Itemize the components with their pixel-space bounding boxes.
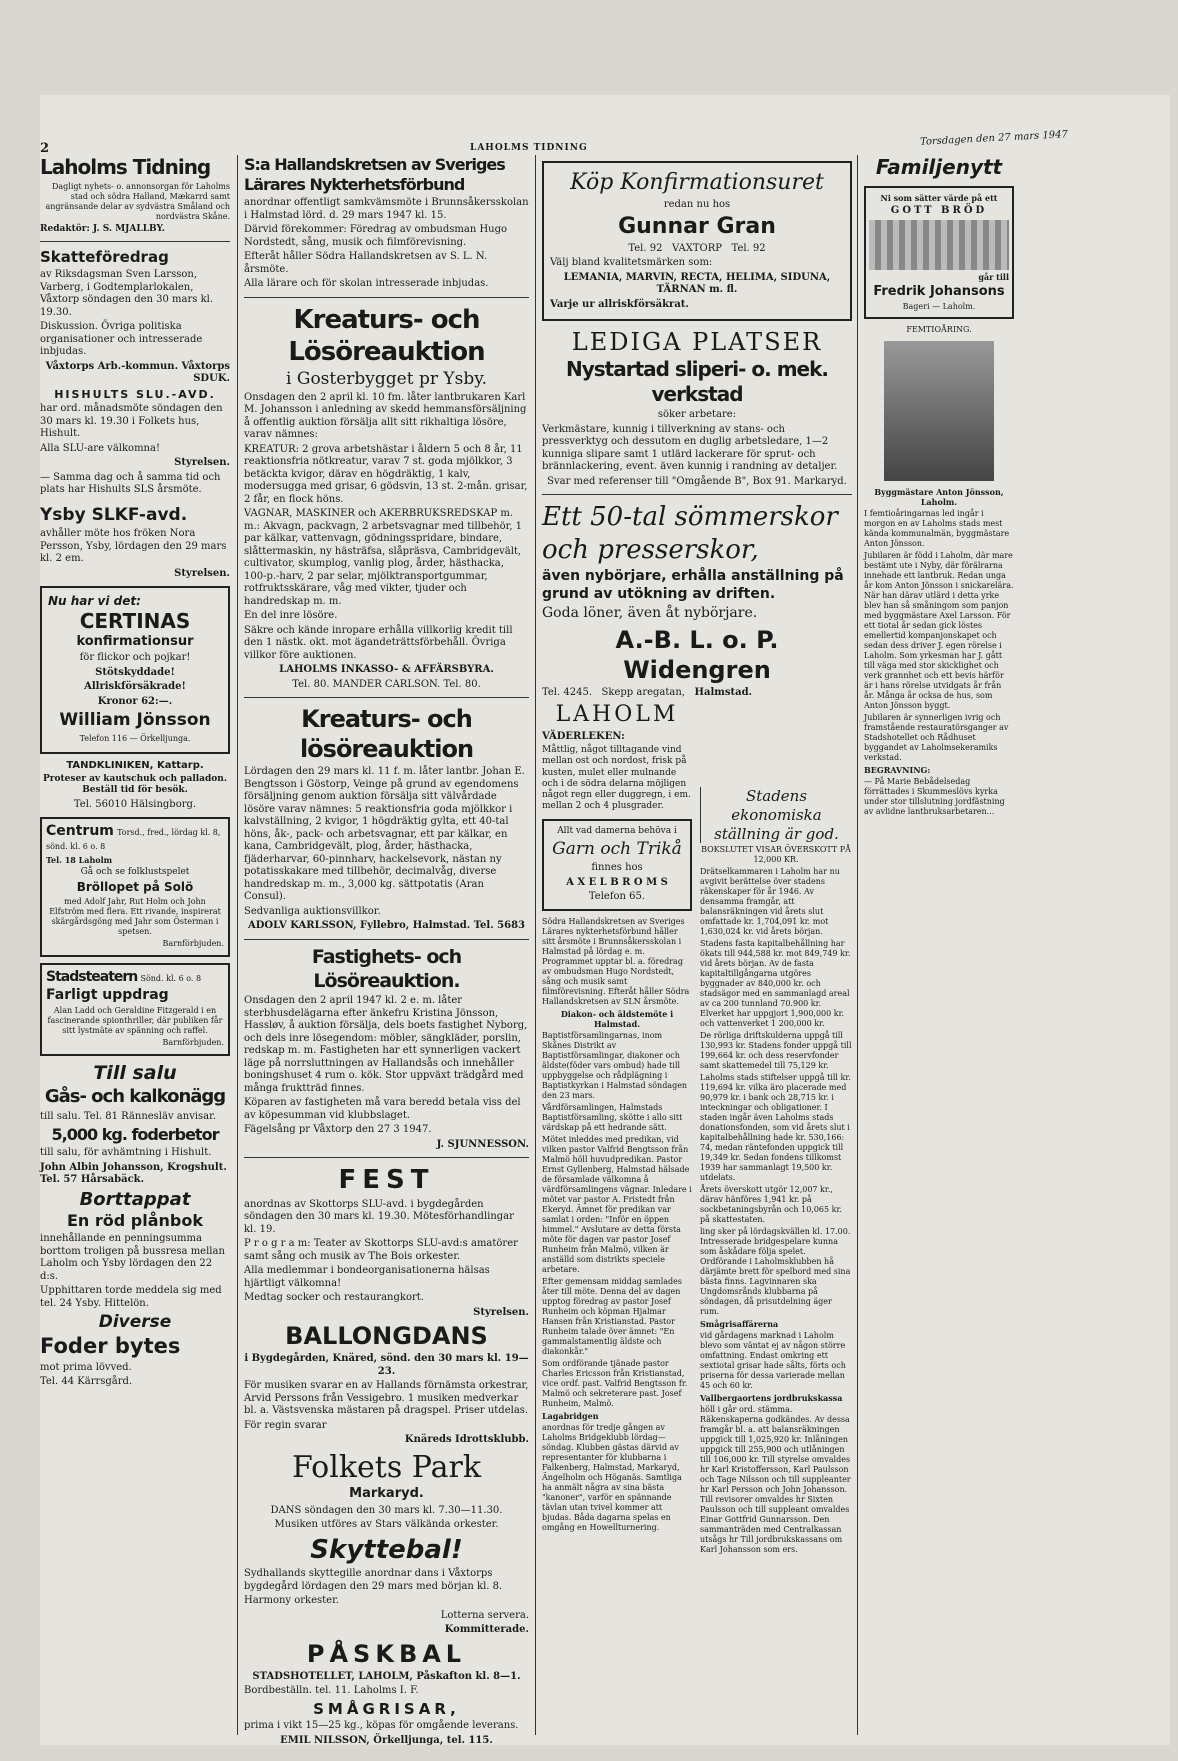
plan-text: innehållande en penningsumma borttom troligen på bussresa mellan Laholm och Ysby lördagen den 22 d:s.	[40, 1233, 225, 1282]
sod-text: Södra Hallandskretsen av Sveriges Lärares nykterhetsförbund håller sitt årsmöte i Brunnsåkersskolan i Halmstad på lördag e. m. Programmet upptar bl. a. föredrag av ombudsman Hugo Nordstedt, sång och musik samt filmförevisning. Efteråt håller Södra Hallandskretsen av SLN årsmöte.	[542, 916, 690, 1006]
kr1-sig: LAHOLMS INKASSO- & AFFÄRSBYRA.	[279, 664, 494, 676]
kr1-text3: VAGNAR, MASKINER och AKERBRUKSREDSKAP m. m.: Akvagn, packvagn, 2 arbetsvagnar med tillbehör, 1 par kälkar, vattenvagn, gödningsspridare, bindare, slåttermaskin, ny hästräfsa, slåpräsva, Cambridgevält, cultivator, skumplog, vanlig plog, årder, hästhacka, 100-p.-harv, 2 par selar, mjölktransportgummar, rotfruktsskärare, våg med vikter, tjuder och handredskap m. m.	[244, 508, 523, 607]
kr1-text: Onsdagen den 2 april kl. 10 fm. låter lantbrukaren Karl M. Johansson i anledning av skedd hemmansförsäljning å offentlig auktion försälja allt sitt rikhaltiga lösöre, varav nämnes:	[244, 391, 527, 441]
skatt-text: av Riksdagsman Sven Larsson, Varberg, i Godtemplarlokalen, Våxtorp söndagen den 30 mars kl. 19.30.	[40, 269, 214, 318]
eco-text4: Laholms stads stiftelser uppgå till kr. 119,694 kr. vilka äro placerade med 90,979 kr. i bank och 28,715 kr. i inteckningar och obligationer. I staden ingår även Laholms stads donationsfonden, som vid årets slut i kapitalbehållning hade kr. 530,166: 74, medan räntefonden uppgick till 19,349 kr. Sedan fondens tillkomst 1939 har sammanlagt 19,500 kr. utdelats.	[700, 1073, 851, 1183]
kr2-title: Kreaturs- och lösöreauktion	[299, 705, 474, 764]
cert-price: Kronor 62:—.	[97, 695, 173, 707]
gas-text: till salu. Tel. 81 Rännesläv anvisar.	[40, 1110, 216, 1122]
centrum-times: Torsd., fred., lördag kl. 8, sönd. kl. 6 o. 8	[46, 828, 221, 851]
stads-age: Barnförbjuden.	[162, 1038, 224, 1048]
konf-place: VAXTORP	[671, 242, 722, 254]
lar-text4: Alla lärare och för skolan intresserade inbjudas.	[244, 278, 489, 289]
eco-text5: Årets överskott utgör 12,007 kr., därav hänföres 1,941 kr. på sockbetaningsbyrån och 10,065 kr. på skattestaten.	[700, 1185, 842, 1225]
konf-text2: Välj bland kvalitetsmärken som:	[550, 257, 713, 268]
garn-tel: Telefon 65.	[588, 891, 646, 902]
tand-title: TANDKLINIKEN, Kattarp.	[66, 759, 204, 771]
smag-title: Smågrisaffärerna	[700, 1319, 779, 1330]
ett-city: Halmstad.	[694, 686, 753, 698]
plan-text2: Upphittaren torde meddela sig med tel. 24 Ysby. Hittelön.	[40, 1285, 222, 1309]
pask-text2: Bordbeställn. tel. 11. Laholms I. F.	[244, 1685, 419, 1696]
gott: GOTT BRÖD	[890, 205, 988, 216]
bio2: Jubilaren är född i Laholm, där mare bestämt ute i Nyby, där förälrarna innehade ett lantbruk. Redan unga år kom Anton Jönsson i snickarelära. När han därav utlärd i detta yrke blev han så småningom som panjon med byggmästare Axel Larsson. För ett tiotal år sedan gick löstes emellertid kompanjonskapet och sedan dess driver J. egen rörelse i Laholm. Som yrkesman har J. gått till väga med stor skicklighet och verk grannhet och ett bevis härför är i hans rörelse utvidgats år från år. Många år ocksa de hus, som Anton Jönsson byggt.	[864, 550, 1014, 710]
gar: går till	[978, 271, 1009, 282]
plan-title: En röd plånbok	[66, 1211, 203, 1230]
skatt-sig: Våxtorps Arb.-kommun. Våxtorps SDUK.	[45, 360, 230, 384]
fred-name: Fredrik Johansons	[873, 283, 1005, 299]
diak-text: Baptistförsamlingarnas, inom Skånes Distrikt av Baptistförsamlingar, diakoner och äldste(föder vars ombud) hade till uppbyggelse och rådplägning i Baptistkyrkan i Halmstad söndagen den 23 mars.	[542, 1030, 688, 1100]
foder-sig: John Albin Johansson, Krogshult. Tel. 57 Hårsabäck.	[40, 1161, 227, 1185]
column-3	[542, 155, 852, 1555]
konf-tel2: Tel. 92	[731, 242, 766, 254]
ett-text: även nybörjare, erhålla anställning på grund av utökning av driften.	[542, 568, 844, 602]
garn-name: A X E L B R O M S	[566, 876, 668, 888]
fp-text2: Musiken utföres av Stars välkända orkester.	[274, 1519, 499, 1530]
hishult-text3: — Samma dag och å samma tid och plats har Hishults SLS årsmöte.	[40, 471, 221, 496]
lar-text: anordnar offentligt samkvämsmöte i Brunnsåkersskolan i Halmstad lörd. d. 29 mars 1947 kl. 15.	[244, 197, 529, 221]
nys-text2: Verkmästare, kunnig i tillverkning av stans- och pressverktyg och dessutom en duglig arbetsledare, 1—2 kunniga slipare samt 1 utlärd lackerare för sprut- och brännlackering, event. även kunnig i randning av detaljer.	[542, 423, 838, 472]
fod-title: Foder bytes	[40, 1334, 181, 1359]
fest-text: anordnas av Skottorps SLU-avd. i bygdegården söndagen den 30 mars kl. 19.30. Mötesförhandlingar kl. 19.	[244, 1198, 514, 1235]
garn-text: finnes hos	[591, 862, 643, 873]
column-rule	[857, 155, 858, 1735]
bread-illustration	[869, 220, 1009, 270]
ett-title2: och presserskor,	[542, 534, 759, 565]
sky-text: Sydhallands skyttegille anordnar dans i Våxtorps bygdegård lördagen den 29 mars med början kl. 8.	[244, 1568, 503, 1592]
kr1-text2: KREATUR: 2 grova arbetshästar i åldern 5 och 8 år, 11 reaktionsfria nötkreatur, varav 7 st. goda mjölkkor, 3 betäckta kvigor, därav en högdräktig, 1 kalv, modersugga med grisar, 6 gödsvin, 13 st. 2-mån. grisar, 2 får, en flock höns.	[244, 443, 528, 505]
allt-text: Allt vad damerna behöva i	[557, 825, 677, 836]
garn-title: Garn och Trikå	[552, 838, 682, 859]
fest-title: FEST	[338, 1165, 435, 1196]
nys-text3: Svar med referenser till "Omgående B", Box 91. Markaryd.	[547, 475, 847, 487]
diak-text4: Efter gemensam middag samlades åter till möte. Denna del av dagen upptog föredrag av pastor Josef Runheim och köpman Hjalmar Hansen från Kristianstad. Pastor Runheim talade över ämnet: "En gammalstamentlig äldste och diakonkår."	[542, 1276, 683, 1356]
centrum-text: Gå och se folklustspelet	[80, 867, 190, 877]
stads-times: Sönd. kl. 6 o. 8	[140, 974, 202, 984]
ysby-title: Ysby SLKF-avd.	[40, 504, 188, 525]
masthead-text: Dagligt nyhets- o. annonsorgan för Laholms stad och södra Halland, Mækarrd samt angränsande delar av sydvästra Småland och nordvästra Skåne.	[45, 182, 230, 221]
column-5	[864, 155, 1014, 819]
portrait-photo	[884, 341, 994, 481]
issue-date: Torsdagen den 27 mars 1947	[919, 129, 1069, 148]
lar-title: S:a Hallandskretsen av Sveriges Lärares Nykterhetsförbund	[244, 155, 505, 194]
fp-place: Markaryd.	[349, 1486, 424, 1502]
stads-film: Farligt uppdrag	[46, 986, 169, 1003]
sky-title: Skyttebal!	[310, 1534, 463, 1565]
foder-title: 5,000 kg. foderbetor	[51, 1125, 219, 1144]
centrum-tel: Tel. 18 Laholm	[46, 855, 113, 865]
nys-text: söker arbetare:	[657, 409, 737, 420]
wj-tel: Telefon 116 — Örkelljunga.	[79, 733, 191, 743]
column-1	[40, 155, 230, 1391]
fp-text: DANS söndagen den 30 mars kl. 7.30—11.30.	[270, 1504, 503, 1516]
newspaper-page	[40, 95, 1170, 1745]
kr2-text: Lördagen den 29 mars kl. 11 f. m. låter lantbr. Johan E. Bengtsson i Göstorp, Veinge på grund av egendomens försäljning genom auktion försälja sitt välvårdade lösöre varav nämnes: 5 reaktionsfria goda mjölkkor i kalvställning, 2 kvigor, 1 högdräktig gylta, ett 40-tal höns, åk-, pack- och arbetsvagnar, ett par kälkar, en kana, Cambridgevält, plog, årder, hästhacka, fjäderharvar, 60-pinnharv, hackelsevork, nästan ny potatisskakare med tillbehör, decimalvåg, diverse handredskap m. m., 3,000 kg. sättpotatis (Aran Consul).	[244, 766, 525, 903]
fest-text3: Alla medlemmar i bondeorganisationerna hälsas hjärtligt välkomna!	[244, 1265, 490, 1289]
fast-text: Onsdagen den 2 april 1947 kl. 2 e. m. låter sterbhusdelägarna efter änkefru Kristina Jönsson, Hassløv, å auktion försälja, dels boets fastighet Nyborg, och dels inre lösegendom: möbler, sängkläder, porslin, redskap m. m. Fastigheten har ett synnerligen vackert läge på norrsluttningen av Hallandsås och innehåller boningshuset 4 rum o. kök. Stor uppväxt trädgård med många fruktträd finnes.	[244, 995, 528, 1094]
lar-text2: Därvid förekommer: Föredrag av ombudsman Hugo Nordstedt, sång, musik och filmförevisning.	[244, 224, 508, 248]
centrum-cast: med Adolf Jahr, Rut Holm och John Elfström med flera. Ett rivande, inspirerat skärgårdsgöng med Jahr som Österman i spetsen.	[49, 897, 221, 937]
konf-name: Gunnar Gran	[618, 214, 776, 239]
gunnar-gran-ad	[542, 161, 852, 321]
ett-title: Ett 50-tal sömmerskor	[542, 502, 838, 532]
fast-sig: J. SJUNNESSON.	[436, 1138, 529, 1150]
fod-text: mot prima lövved.	[40, 1361, 132, 1373]
caption: Byggmästare Anton Jönsson, Laholm.	[874, 486, 1004, 507]
led-title: LEDIGA PLATSER	[571, 328, 823, 356]
fest-text2: P r o g r a m: Teater av Skottorps SLU-avd:s amatörer samt sång och musik av The Bois orkester.	[244, 1238, 518, 1262]
ett-name: A.-B. L. o. P. Widengren	[615, 625, 779, 684]
sma-text: prima i vikt 15—25 kg., köpas för omgående leverans.	[244, 1720, 519, 1732]
sky-text2: Harmony orkester.	[244, 1595, 339, 1606]
ysby-sig: Styrelsen.	[174, 567, 230, 579]
eco-lead: BOKSLUTET VISAR ÖVERSKOTT PÅ 12,000 KR.	[701, 845, 851, 865]
garn-ad	[542, 819, 692, 911]
div-title: Diverse	[98, 1312, 172, 1332]
ball-title: BALLONGDANS	[285, 1322, 488, 1351]
cert-sub: konfirmationsur	[76, 634, 194, 649]
hishult-sig: Styrelsen.	[174, 457, 230, 469]
diak-text5: Som ordförande tjänade pastor Charles Ericsson från Kristianstad, vice ordf. past. Valfrid Bengtsson fr. Malmö och sekreterare past. Josef Runheim, Malmö.	[542, 1358, 688, 1408]
konf-title: Köp Konfirmationsuret	[570, 170, 824, 195]
stads-cast: Alan Ladd och Geraldine Fitzgerald i en fascinerande spionthriller, där publiken får sitt lystmäte av spänning och raffel.	[47, 1006, 223, 1036]
kr1-sig2: Tel. 80. MANDER CARLSON. Tel. 80.	[292, 678, 481, 690]
hishult-title: HISHULTS SLU.-AVD.	[54, 387, 216, 401]
cert-f2: Allriskförsäkrade!	[84, 681, 186, 693]
sma-sig: EMIL NILSSON, Örkelljunga, tel. 115.	[280, 1734, 493, 1746]
paper-name: LAHOLMS TIDNING	[470, 143, 588, 153]
bego-text: — På Marie Bebådelsedag förrättades i Skummeslövs kyrka under stor tillslutning jordfästning av avlidne lantbruksarbetaren...	[864, 776, 1005, 816]
ball-text: i Bygdegården, Knäred, sönd. den 30 mars kl. 19—23.	[244, 1353, 529, 1377]
tand-text: Proteser av kautschuk och palladon. Beställ tid för besök.	[43, 774, 227, 796]
ball-sig: Knäreds Idrottsklubb.	[404, 1434, 529, 1446]
lag-text: anordnas för tredje gången av Laholms Bridgeklubb lördag—söndag. Klubben gästas därvid av representanter för klubbarna i Falkenberg, Halmstad, Markaryd, Ängelholm och Höganäs. Samtliga ha anmält några av sina bästa "kanoner", varför en spännande tävlan utan tvivel kommer att bjudas. Båda dagarna spelas en omgång en Howellturnering.	[542, 1422, 682, 1532]
eco-text: Drätselkammaren i Laholm har nu avgivit berättelse över stadens räkenskaper för år 1946. Av densamma framgår, att balansräkningen vid årets slut omfattade kr. 1,704,091 kr. mot 1,630,024 kr. vid årets början.	[700, 867, 840, 937]
cert-brand: CERTINAS	[79, 609, 191, 633]
skatt-text2: Diskussion. Övriga politiska organisationer och intresserade inbjudas.	[40, 321, 203, 357]
gas-title: Gås- och kalkonägg	[44, 1086, 226, 1107]
kr1-text4: En del inre lösöre.	[244, 610, 338, 622]
lah-title: LAHOLM	[555, 702, 679, 727]
kr1-place: i Gosterbygget pr Ysby.	[286, 368, 487, 389]
konf-brands: LEMANIA, MARVIN, RECTA, HELIMA, SIDUNA, TÄRNAN m. fl.	[563, 271, 831, 295]
sky-sig: Kommitterade.	[444, 1624, 529, 1635]
ett-text2: Goda löner, även åt nybörjare.	[542, 605, 758, 621]
lag-title: Lagabridgen	[542, 1410, 599, 1421]
column-rule	[237, 155, 238, 1735]
femti: FEMTIOÅRING.	[906, 324, 972, 334]
ysby-text: avhåller möte hos fröken Nora Persson, Ysby, lördagen den 29 mars kl. 2 em.	[40, 528, 227, 564]
diak-text3: Mötet inleddes med predikan, vid vilken pastor Valfrid Bengtsson från Malmö höll huvudpredikan. Pastor Ernst Gyllenberg, Halmstad hälsade de församlade välkomna å värdförsamlingens vägnar. Inledare i mötet var pastor A. Fristedt från Ekeryd. Ämnet för predikan var samlat i orden: "Inför en öppen himmel." Avslutare av detta första möte för dagen var pastor Josef Runheim från Malmö, vilken är anställd som distrikts speciele arbetare.	[542, 1134, 692, 1274]
sky-text3: Lotterna servera.	[440, 1609, 529, 1621]
centrum-ad	[40, 817, 230, 957]
kr2-text2: Sedvanliga auktionsvillkor.	[244, 905, 381, 917]
fast-text2: Köparen av fastigheten må vara beredd betala viss del av köpesumman vid klubbslaget.	[244, 1097, 521, 1121]
skatt-title: Skatteföredrag	[40, 248, 169, 267]
fp-title: Folkets Park	[292, 1449, 481, 1485]
column-2	[244, 155, 529, 1749]
diak-title: Diakon- och äldstemöte i Halmstad.	[560, 1008, 674, 1029]
pask-text: STADSHOTELLET, LAHOLM, Påskafton kl. 8—1.	[252, 1670, 521, 1682]
centrum-age: Barnförbjuden.	[162, 939, 224, 949]
nisom: Ni som sätter värde på ett	[880, 193, 998, 203]
column-4	[700, 787, 852, 1557]
bio: I femtioåringarnas led ingår i morgon en av Laholms stads mest kända kommunalmän, byggmästare Anton Jönsson.	[864, 508, 1010, 548]
fam-title: Familjenytt	[875, 155, 1003, 179]
ball-text3: För regin svarar	[244, 1419, 327, 1431]
kr1-title: Kreaturs- och Lösöreauktion	[288, 304, 485, 367]
konf-text3: Varje ur allriskförsäkrat.	[550, 298, 689, 310]
fred-sub: Bageri — Laholm.	[902, 301, 976, 311]
till-salu: Till salu	[93, 1062, 177, 1085]
eco-text2: Stadens fasta kapitalbehållning har ökats till 944,588 kr. mot 849,749 kr. vid årets början. Av de fasta kapitaltillgångarna utgöres byggnader av 840,000 kr. och stadsägor med en sammanlagd areal av ca 200 tunnland 70.900 kr. Elverket har uppgjort 1,900,000 kr. och vattenverket 1 200,000 kr.	[700, 939, 851, 1029]
konf-tel: Tel. 92	[628, 242, 663, 254]
foder-text: till salu, för avhämtning i Hishult.	[40, 1147, 212, 1158]
centrum-film: Bröllopet på Solö	[76, 880, 194, 895]
smag-text: vid gårdagens marknad i Laholm blevo som väntat ej av någon större omfattning. Endast omkring ett sextiotal grisar hade sålts, förts och priserna för dessa varierade mellan 45 och 60 kr.	[700, 1331, 846, 1391]
page-number: 2	[40, 141, 50, 156]
sma-title: SMÅGRISAR,	[313, 1699, 460, 1718]
bio3: Jubilaren är synnerligen ivrig och framstående restauratörsganger av Stadshotellet och Rådhuset byggandet av Laholmsekeramiks verkstad.	[864, 712, 1009, 762]
kr2-sig: ADOLV KARLSSON, Fyllebro, Halmstad. Tel. 5683	[247, 920, 526, 932]
fest-sig: Styrelsen.	[473, 1306, 529, 1318]
column-rule	[535, 155, 536, 1735]
vad-text: Måttlig, något tilltagande vind mellan ost och nordost, frisk på kusten, mulet eller mulnande och i de södra delarna möjligen något regn eller duggregn, i em. mellan 2 och 4 plusgrader.	[542, 745, 691, 812]
hishult-text: har ord. månadsmöte söndagen den 30 mars kl. 19.30 i Folkets hus, Hishult.	[40, 403, 223, 440]
kr1-text5: Säkre och kände inropare erhålla villkorlig kredit till den 1 nästk. okt. mot ägandeträttsförbehåll. Övriga villkor före auktionen.	[244, 624, 513, 661]
vad-title: VÄDERLEKEN:	[542, 730, 625, 742]
cert-f1: Stötskyddade!	[95, 666, 175, 678]
fod-tel: Tel. 44 Kärrsgård.	[40, 1376, 133, 1387]
nys-title: Nystartad sliperi- o. mek. verkstad	[565, 357, 829, 406]
pask-title: PÅSKBAL	[306, 1639, 467, 1668]
hishult-text2: Alla SLU-are välkomna!	[40, 442, 160, 454]
cert-intro: Nu har vi det:	[48, 594, 141, 608]
eco-title: Stadens ekonomiska ställning är god.	[700, 787, 852, 843]
stadsteatern-ad	[40, 963, 230, 1056]
editor-line: Redaktör: J. S. MJALLBY.	[40, 224, 165, 234]
masthead: Laholms Tidning	[40, 155, 211, 179]
lar-text3: Efteråt håller Södra Hallandskretsen av S. L. N. årsmöte.	[244, 251, 488, 275]
bego-title: BEGRAVNING:	[864, 764, 931, 775]
stads-name: Stadsteatern	[46, 969, 138, 986]
cert-for: för flickor och pojkar!	[79, 652, 191, 664]
fast-text3: Fägelsång pr Våxtorp den 27 3 1947.	[244, 1124, 432, 1136]
certina-ad	[40, 586, 230, 754]
diak-text2: Vårdförsamlingen, Halmstads Baptistförsamling, skötte i allo sitt värdskap på ett hedrande sätt.	[542, 1102, 683, 1132]
vall-title: Vallbergaortens jordbrukskassa	[700, 1393, 843, 1404]
konf-text: redan nu hos	[663, 198, 731, 210]
eco-text3: De rörliga driftskulderna uppgå till 130,993 kr. Stadens fonder uppgå till 199,664 kr. och dess reservfonder samt skattemedel till 75,129 kr.	[700, 1031, 852, 1071]
fast-title: Fastighets- och Lösöreauktion.	[311, 945, 462, 992]
fredrik-ad	[864, 186, 1014, 319]
ball-text2: För musiken svarar en av Hallands förnämsta orkestrar, Arvid Perssons från Vessigebro. 1 musiken medverkar bl. a. Västsvenska mästaren på dragspel. Priser utdelas.	[244, 1380, 529, 1417]
bort-title: Borttappat	[79, 1188, 191, 1210]
ett-addr: Skepp aregatan,	[601, 686, 685, 698]
centrum-name: Centrum	[46, 823, 114, 839]
tand-tel: Tel. 56010 Hälsingborg.	[73, 798, 197, 810]
ett-tel: Tel. 4245.	[542, 686, 592, 698]
eco-text6: ling sker på lördagskvällen kl. 17.00. Intresserade bridgespelare kunna som åskådare följa spelet. Ordförande i Laholmsklubben hå därjämte brett för spelbord med sina bästa finns. Lagvinnaren ska Ungdomsrånds klubbarna på söndagen, då prisutdelning äger rum.	[700, 1227, 851, 1317]
laholm-news	[542, 701, 692, 1535]
wj-name: William Jönsson	[59, 710, 211, 731]
fest-text4: Medtag socker och restaurangkort.	[244, 1292, 424, 1304]
vall-text: höll i går ord. stämma. Räkenskaperna godkändes. Av dessa framgår bl. a. att balansräkningen uppgick till 1,025,920 kr. Inlåningen uppgick till 255,900 och utlåningen till 106,000 kr. Till styrelse omvaldes hr Karl Kristoffersson, Karl Paulsson och Tage Nilsson och till suppleanter hr Karl Persson och John Johansson. Till revisorer omvaldes hr Sixten Paulsson och till suppleant omvaldes Einar Gottfrid Gunnarsson. Den sammanträden med Centralkassan utsågs hr Till jordbrukskassans om Karl Johansson som ers.	[700, 1405, 851, 1555]
